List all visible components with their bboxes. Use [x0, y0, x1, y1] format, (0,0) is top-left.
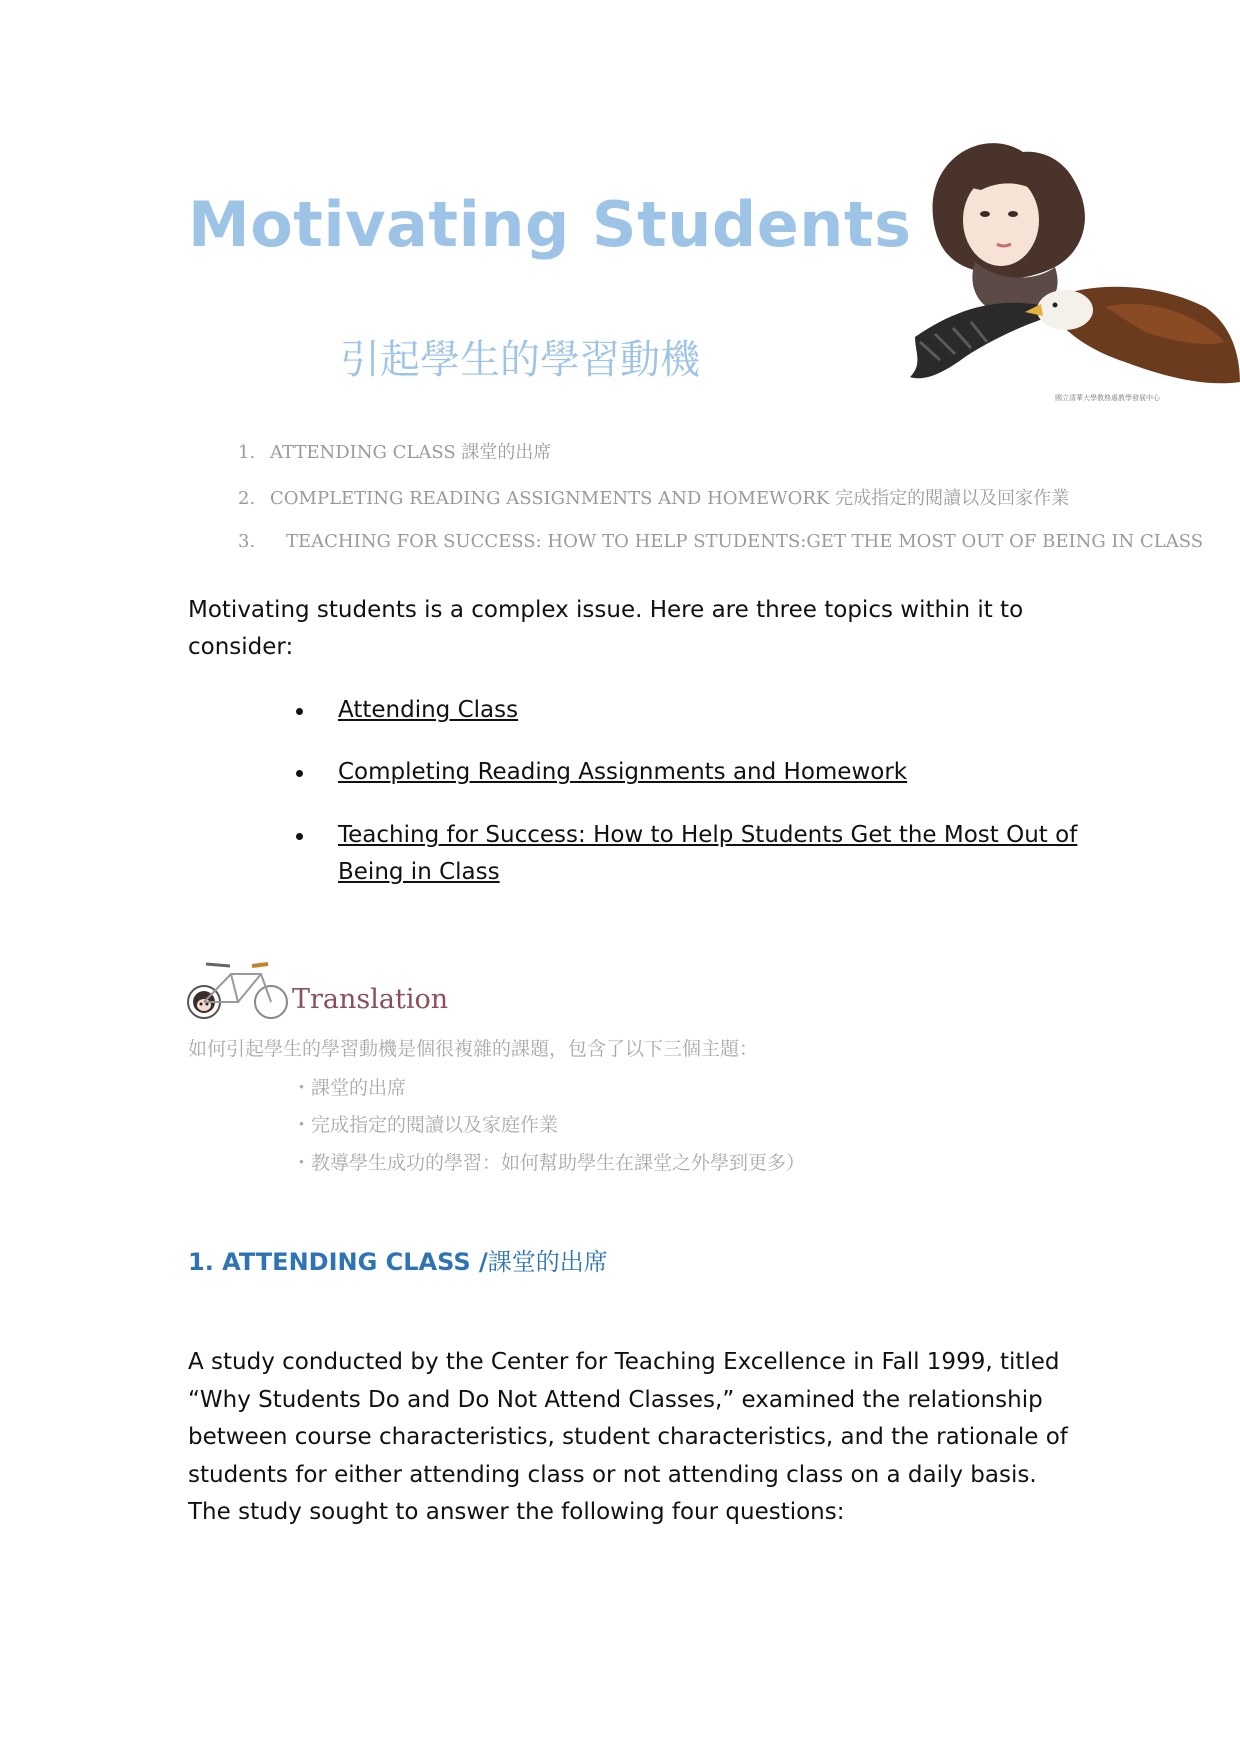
- bullet-icon: [296, 833, 303, 840]
- translation-text: 如何引起學生的學習動機是個很複雜的課題，包含了以下三個主題：: [188, 1038, 759, 1060]
- page-title: Motivating Students: [188, 188, 912, 261]
- section-paragraph: A study conducted by the Center for Teaching Excellence in Fall 1999, titled “Why Students Do and Do Not Attend Classes,” examined the relationship between course characteristics, student characteristics, and the rationale of students for either attending class or not attending class on a daily basis. The study sought to answer the following four questions:: [188, 1349, 1068, 1525]
- toc-item: [238, 438, 551, 464]
- illustration-caption: 國立清華大學教務處教學發展中心: [1055, 394, 1160, 402]
- bullet-icon: [296, 770, 303, 777]
- translation-item: ・教導學生成功的學習：如何幫助學生在課堂之外學到更多）: [292, 1152, 806, 1174]
- bullet-icon: [296, 708, 303, 715]
- translation-label: Translation: [292, 984, 449, 1015]
- link-completing-reading[interactable]: Completing Reading Assignments and Homework: [338, 759, 908, 785]
- link-attending-class[interactable]: Attending Class: [338, 697, 519, 723]
- page-subtitle: 引起學生的學習動機: [340, 337, 700, 383]
- toc-text: ATTENDING CLASS 課堂的出席: [270, 442, 552, 463]
- intro-paragraph: Motivating students is a complex issue. Here are three topics within it to consider:: [188, 597, 1024, 660]
- toc-item: [238, 531, 1203, 552]
- toc-number: 3.: [238, 531, 256, 552]
- translation-item: ・課堂的出席: [292, 1077, 407, 1099]
- toc-number: 1.: [238, 442, 256, 463]
- toc-text: COMPLETING READING ASSIGNMENTS AND HOMEWORK 完成指定的閱讀以及回家作業: [270, 488, 1070, 509]
- translation-item: ・完成指定的閱讀以及家庭作業: [292, 1114, 559, 1136]
- section-heading-text: 1. ATTENDING CLASS /: [188, 1248, 488, 1276]
- woman-riding-eagle-illustration: [905, 132, 1240, 437]
- toc-number: 2.: [238, 488, 256, 509]
- section-heading-zh: 課堂的出席: [487, 1248, 608, 1276]
- link-teaching-for-success[interactable]: Teaching for Success: How to Help Students Get the Most Out of Being in Class: [338, 822, 1078, 885]
- toc-item: [238, 484, 1069, 510]
- section-heading-attending-class: [188, 1242, 608, 1277]
- toc-text: TEACHING FOR SUCCESS: HOW TO HELP STUDENTS:GET THE MOST OUT OF BEING IN CLASS: [286, 531, 1204, 552]
